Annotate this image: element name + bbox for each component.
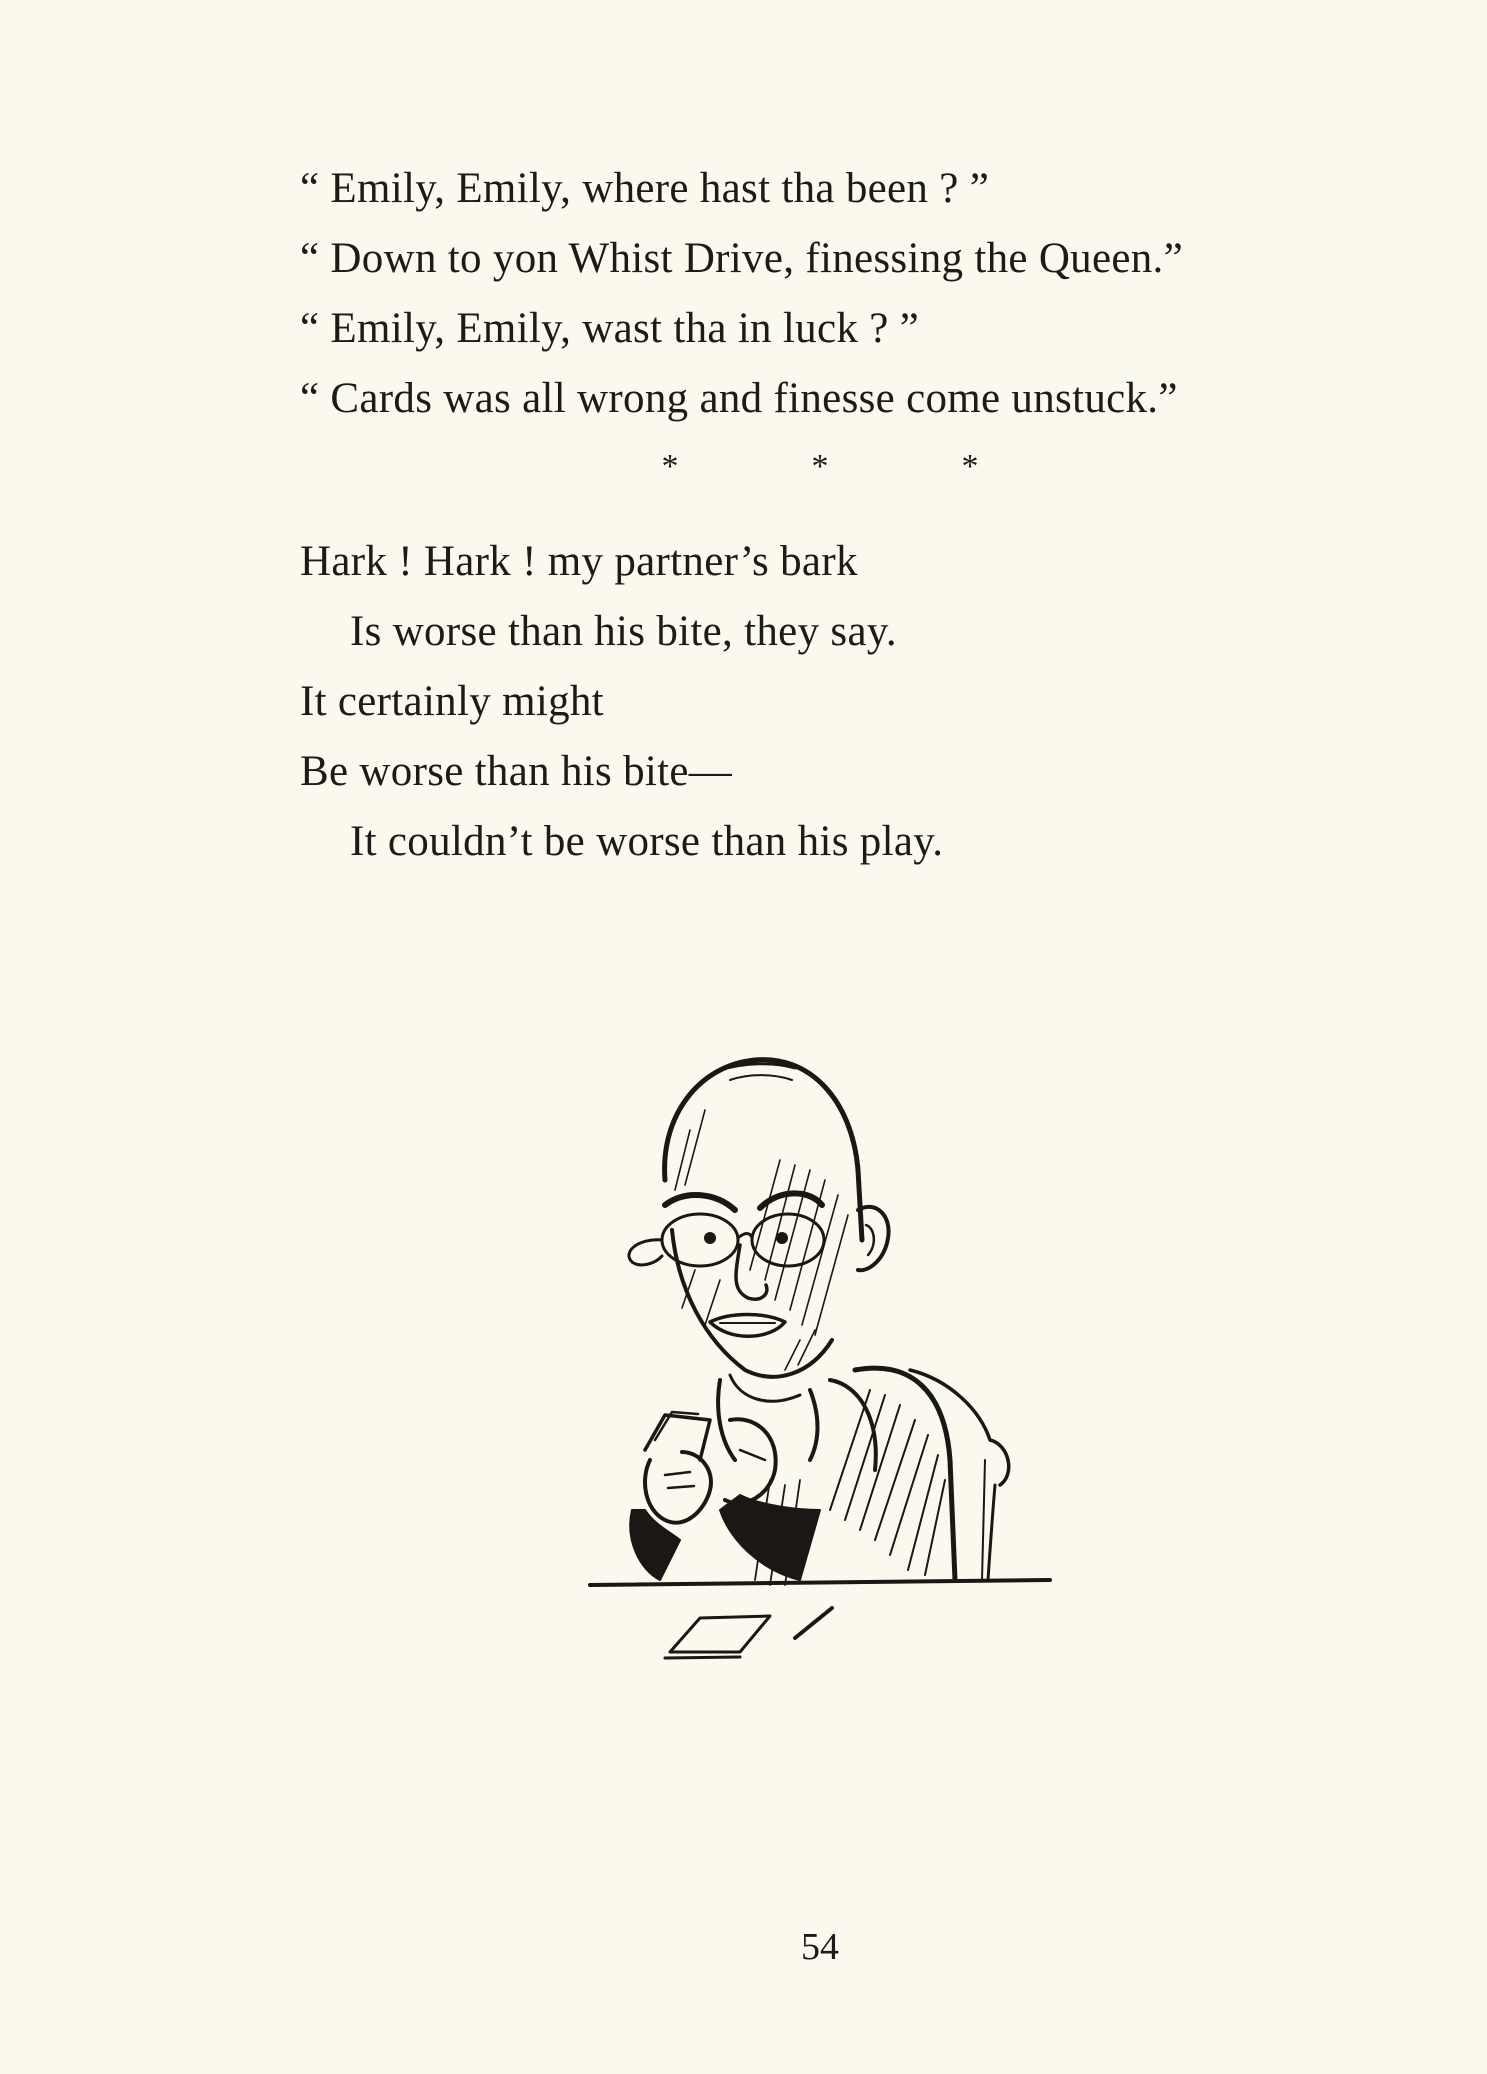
verse-line: Is worse than his bite, they say. [350, 608, 897, 655]
jacket [855, 1368, 955, 1580]
pencil [795, 1608, 832, 1638]
verse-stanza-partner [300, 527, 943, 877]
verse-line: It couldn’t be worse than his play. [350, 818, 944, 865]
section-separator [650, 447, 990, 487]
verse-line: “ Emily, Emily, wast tha in luck ? ” [300, 305, 920, 352]
mouth [710, 1315, 785, 1337]
verse-stanza-emily [300, 154, 1183, 434]
verse-line: “ Emily, Emily, where hast tha been ? ” [300, 165, 990, 212]
verse-line: “ Down to yon Whist Drive, finessing the Queen.” [300, 235, 1183, 282]
verse-line: It certainly might [300, 678, 604, 725]
score-card [670, 1616, 770, 1652]
asterisk: * [811, 448, 829, 485]
asterisk: * [961, 448, 979, 485]
page-number: 54 [801, 1926, 839, 1968]
verse-line: Be worse than his bite— [300, 748, 733, 795]
sleeve [720, 1495, 820, 1580]
playing-cards [645, 1415, 710, 1460]
verse-line: “ Cards was all wrong and finesse come unstuck.” [300, 375, 1178, 422]
table-edge [590, 1580, 1050, 1585]
asterisk: * [661, 448, 679, 485]
card-player-illustration [570, 1040, 1070, 1680]
eyebrow [665, 1195, 735, 1210]
verse-line: Hark ! Hark ! my partner’s bark [300, 538, 858, 585]
